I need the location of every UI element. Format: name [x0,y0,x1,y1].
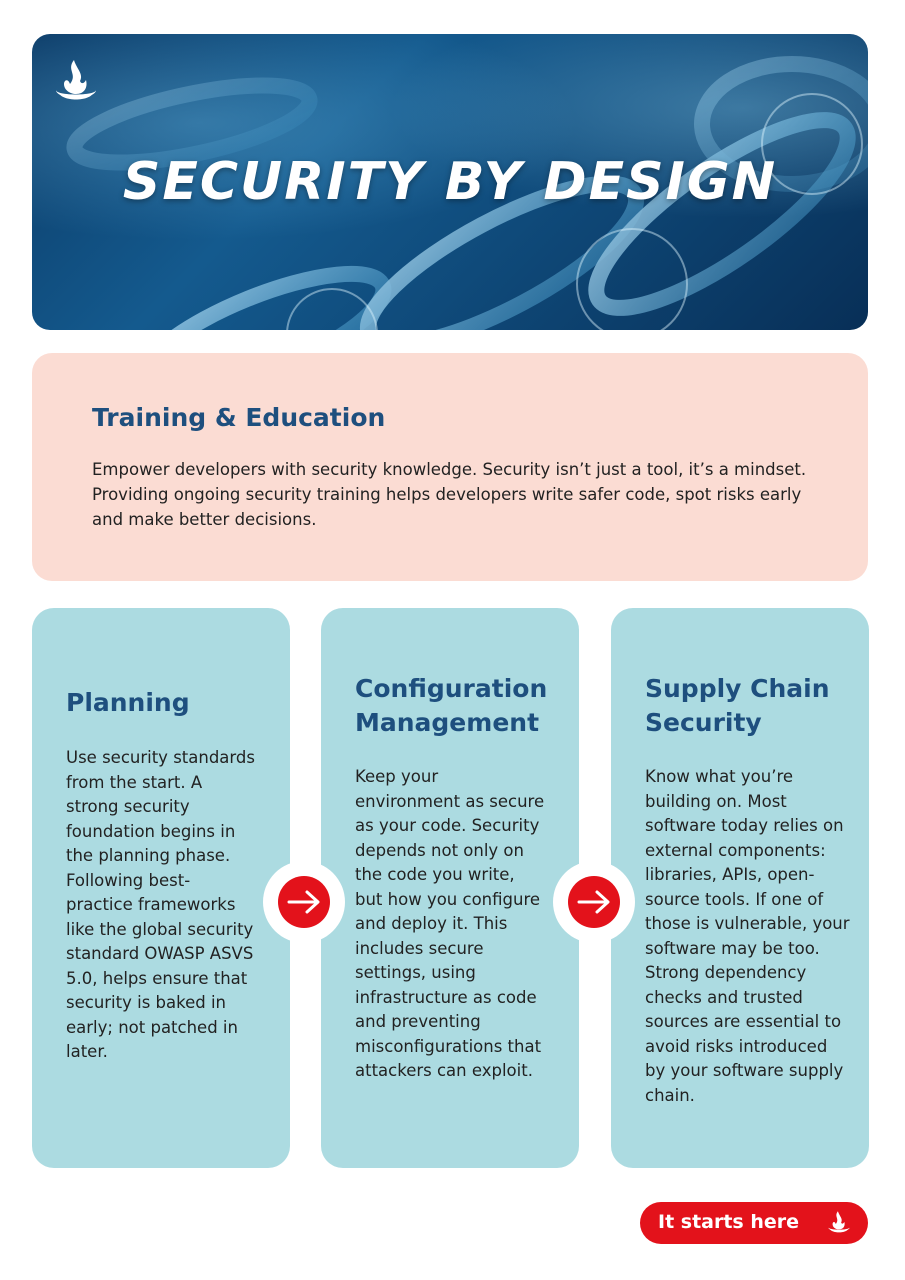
flame-logo-icon [824,1208,854,1238]
arrow-right-icon [553,861,635,943]
card-title: Planning [66,688,190,717]
hero-banner [32,34,868,330]
card-title: Configuration Management [355,674,548,737]
card-title: Supply Chain Security [645,674,830,737]
arrow-right-icon [263,861,345,943]
card-planning [32,608,290,1168]
card-body: Know what you’re building on. Most software today relies on external components: libraries, APIs, open-source tools. If one of those is vulnerable, your software may be too. Strong dependency checks and trusted sources are essential to avoid risks introduced by your software supply chain. [645,767,850,1105]
next-arrow-button[interactable] [553,861,635,943]
next-arrow-button[interactable] [263,861,345,943]
training-title: Training & Education [92,403,386,432]
training-panel [32,353,868,581]
cta-label: It starts here [658,1211,800,1233]
card-supply-chain-security [611,608,869,1168]
card-body: Keep your environment as secure as your code. Security depends not only on the code you write, but how you configure and deploy it. This includes secure settings, using infrastructure as code and preventing misconfigurations that attackers can exploit. [355,767,545,1080]
hero-title: SECURITY BY DESIGN [122,152,778,212]
card-configuration-management [321,608,579,1168]
flame-logo-icon [48,54,104,110]
it-starts-here-button[interactable] [640,1202,868,1244]
card-body: Use security standards from the start. A strong security foundation begins in the planning phase. Following best-practice frameworks like the global security standard OWASP ASVS 5.0, helps ensure that security is baked in early; not patched in later. [66,748,255,1061]
training-body: Empower developers with security knowledge. Security isn’t just a tool, it’s a mindset. Providing ongoing security training helps developers write safer code, spot risks early and make better decisions. [92,460,807,529]
